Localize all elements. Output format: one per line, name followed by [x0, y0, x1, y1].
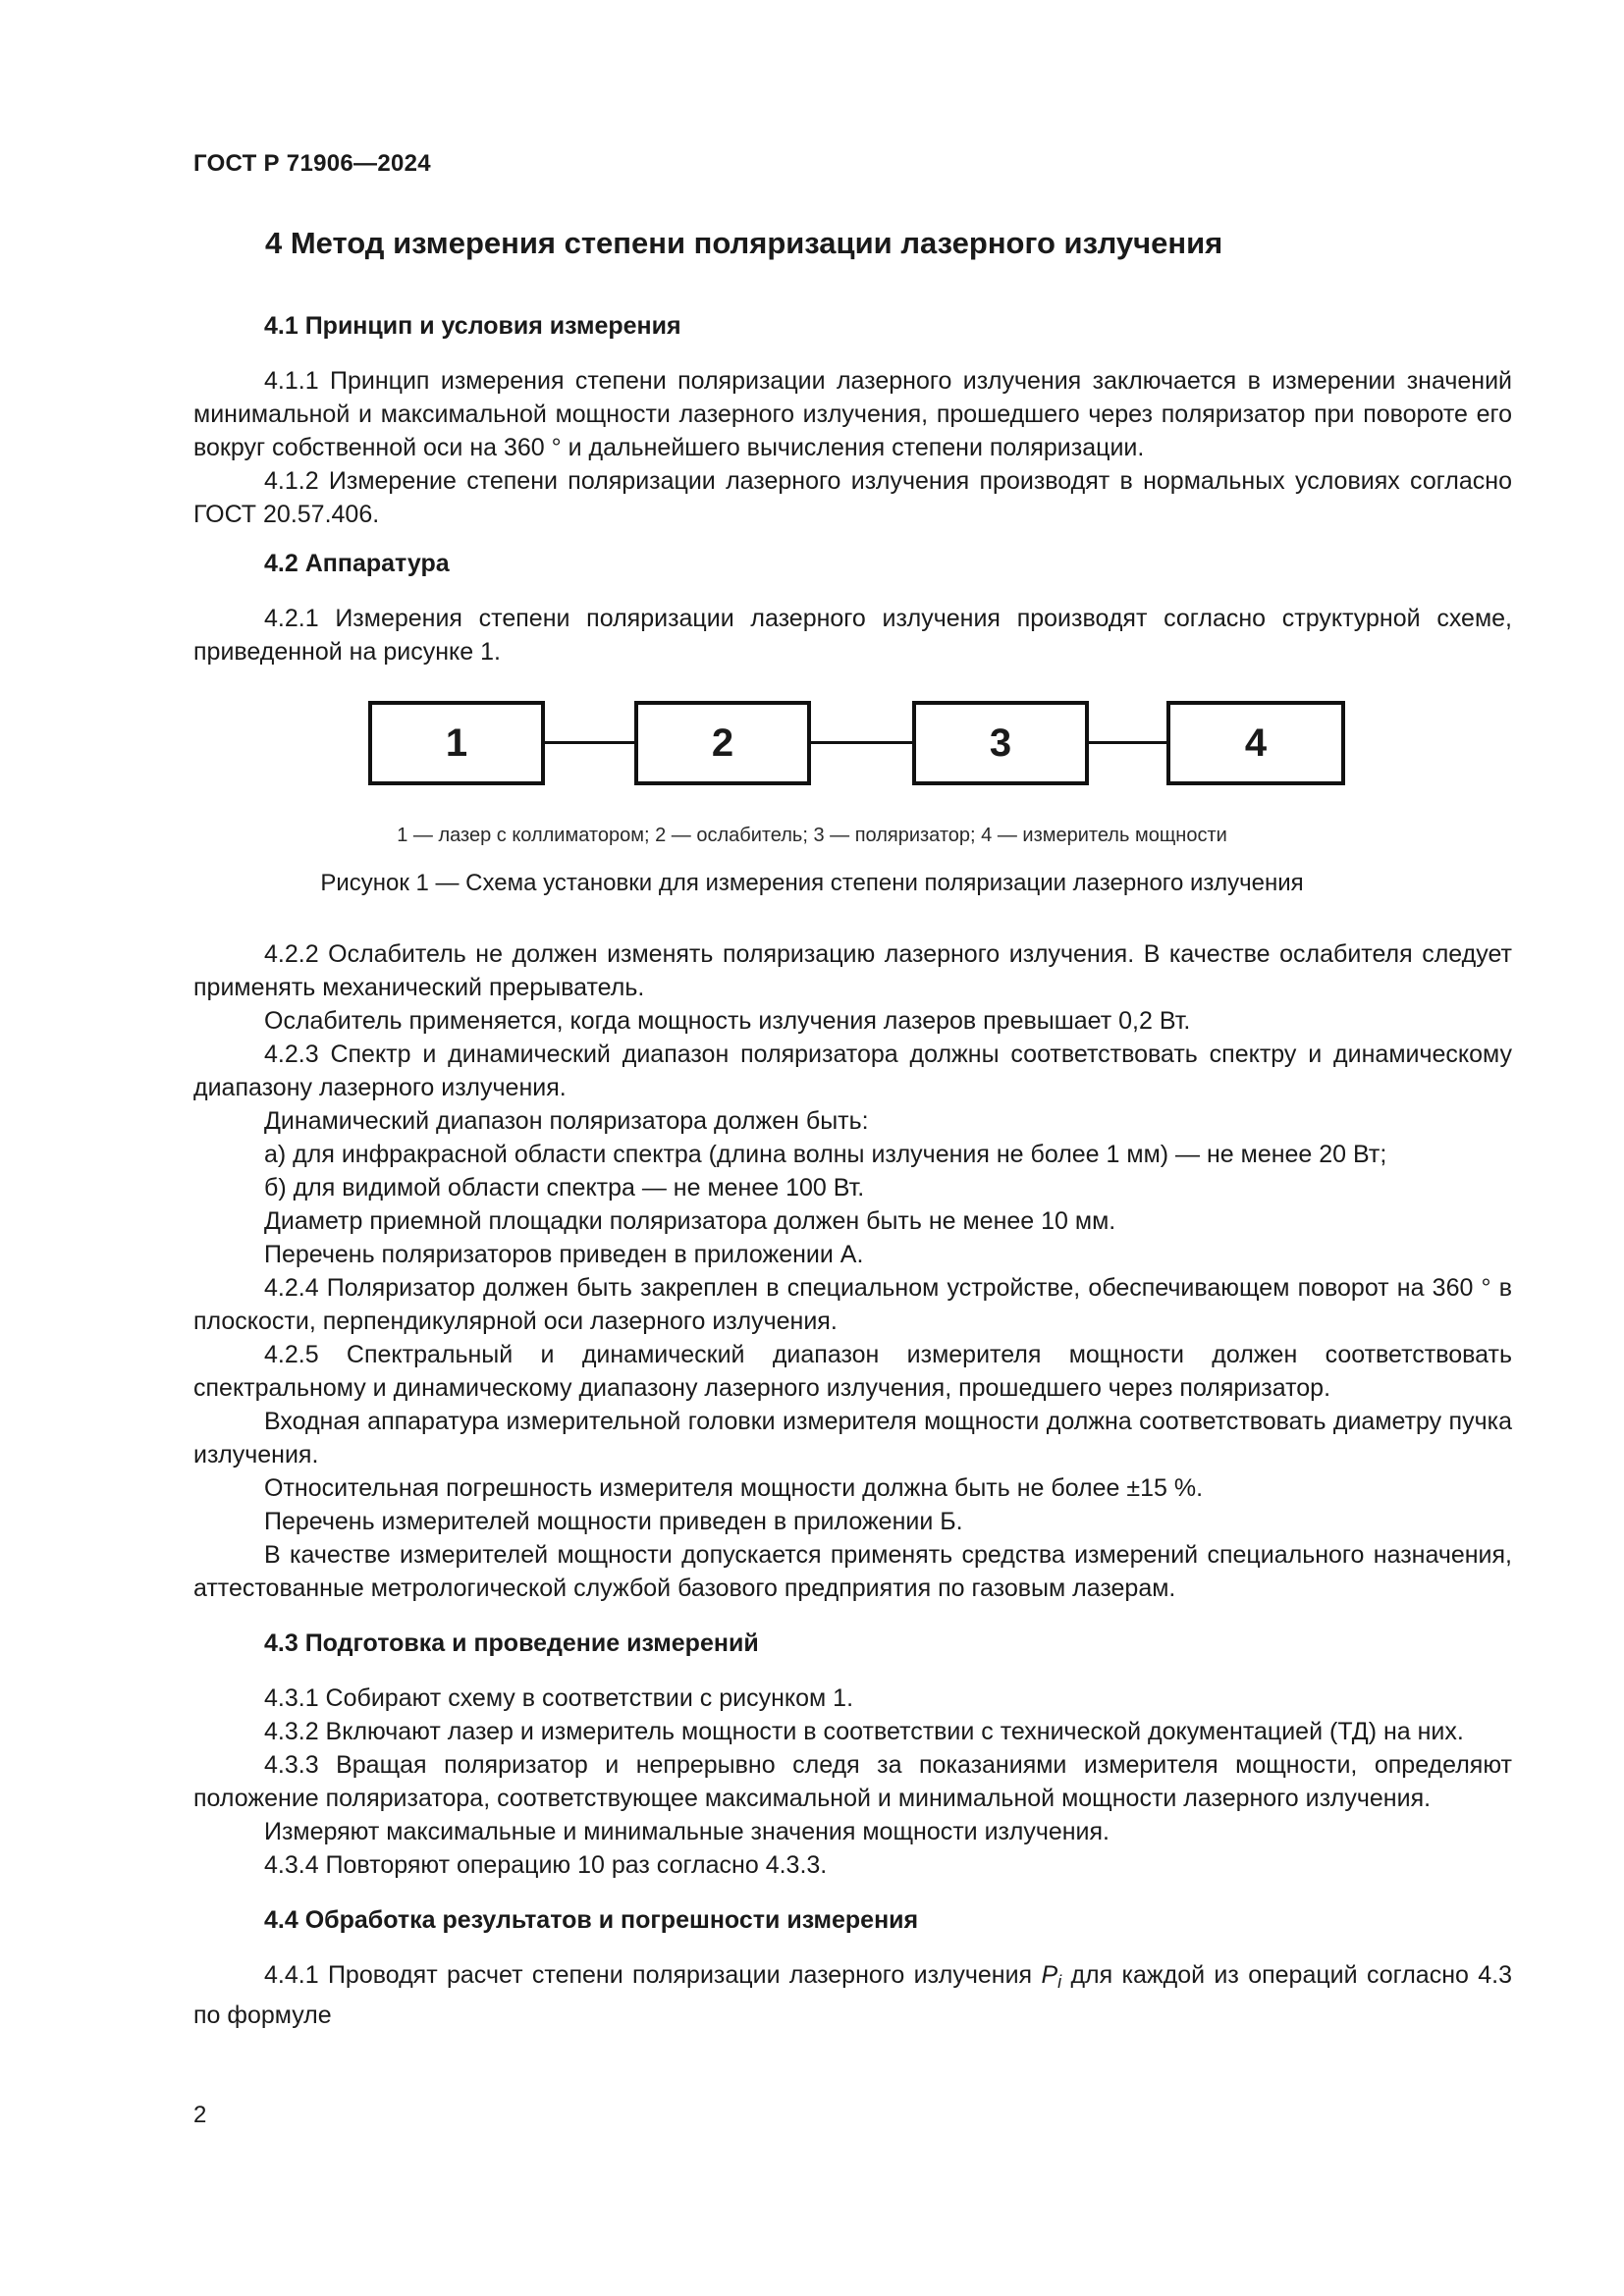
subsection-heading-4-2: 4.2 Аппаратура	[264, 550, 450, 577]
paragraph-input-equipment: Входная аппаратура измерительной головки измерителя мощности должна соответствовать диаметру пучка излучения.	[193, 1408, 1512, 1468]
diagram-box-polarizer: 3	[912, 701, 1089, 785]
subsection-heading-4-1: 4.1 Принцип и условия измерения	[264, 312, 681, 340]
subsection-heading-4-4: 4.4 Обработка результатов и погрешности измерения	[264, 1906, 919, 1934]
section-4-1-block	[193, 309, 1512, 531]
paragraph-polarizer-list: Перечень поляризаторов приведен в приложении А.	[264, 1241, 864, 1268]
diagram-box-power-meter: 4	[1166, 701, 1345, 785]
diagram-connector-2-3	[811, 741, 912, 744]
paragraph-4-2-4: 4.2.4 Поляризатор должен быть закреплен в специальном устройстве, обеспечивающем поворот на 360 ° в плоскости, перпендикулярной оси лазерного излучения.	[193, 1274, 1512, 1335]
document-header: ГОСТ Р 71906—2024	[193, 150, 431, 177]
paragraph-4-3-2: 4.3.2 Включают лазер и измеритель мощности в соответствии с технической документацией (ТД) на них.	[264, 1718, 1464, 1745]
page-number: 2	[193, 2102, 207, 2128]
section-4-2-body-block	[193, 937, 1512, 2032]
paragraph-4-2-2: 4.2.2 Ослабитель не должен изменять поляризацию лазерного излучения. В качестве ослабителя следует применять механический прерыватель.	[193, 940, 1512, 1001]
paragraph-4-1-1: 4.1.1 Принцип измерения степени поляризации лазерного излучения заключается в измерении значений минимальной и максимальной мощности лазерного излучения, прошедшего через поляризатор при повороте его вокруг собственной оси на 360 ° и дальнейшего вычисления степени поляризации.	[193, 367, 1512, 461]
paragraph-4-2-1: 4.2.1 Измерения степени поляризации лазерного излучения производят согласно структурной схеме, приведенной на рисунке 1.	[193, 605, 1512, 666]
diagram-box-attenuator: 2	[634, 701, 811, 785]
diagram-connector-3-4	[1089, 741, 1166, 744]
paragraph-4-1-2: 4.1.2 Измерение степени поляризации лазерного излучения производят в нормальных условиях согласно ГОСТ 20.57.406.	[193, 467, 1512, 528]
paragraph-measure-values: Измеряют максимальные и минимальные значения мощности излучения.	[264, 1818, 1110, 1845]
variable-p-subscript: i	[1057, 1972, 1062, 1992]
setup-block-diagram	[368, 701, 1345, 785]
list-item-infrared: а) для инфракрасной области спектра (длина волны излучения не более 1 мм) — не менее 20 Вт;	[264, 1141, 1387, 1168]
section-4-2-intro-block	[193, 547, 1512, 668]
paragraph-special-instruments: В качестве измерителей мощности допускается применять средства измерений специального назначения, аттестованные метрологической службой базового предприятия по газовым лазерам.	[193, 1541, 1512, 1602]
diagram-connector-1-2	[545, 741, 634, 744]
subsection-heading-4-3: 4.3 Подготовка и проведение измерений	[264, 1629, 759, 1657]
diagram-box-laser: 1	[368, 701, 545, 785]
figure-caption: Рисунок 1 — Схема установки для измерения степени поляризации лазерного излучения	[320, 870, 1304, 896]
paragraph-dynamic-range-intro: Динамический диапазон поляризатора должен быть:	[264, 1107, 869, 1135]
figure-legend: 1 — лазер с коллиматором; 2 — ослабитель; 3 — поляризатор; 4 — измеритель мощности	[397, 825, 1227, 846]
paragraph-4-3-1: 4.3.1 Собирают схему в соответствии с рисунком 1.	[264, 1684, 854, 1712]
paragraph-4-4-1-start: 4.4.1 Проводят расчет степени поляризации лазерного излучения	[264, 1961, 1042, 1989]
paragraph-4-2-3: 4.2.3 Спектр и динамический диапазон поляризатора должны соответствовать спектру и динамическому диапазону лазерного излучения.	[193, 1041, 1512, 1101]
paragraph-4-3-3: 4.3.3 Вращая поляризатор и непрерывно следя за показаниями измерителя мощности, определяют положение поляризатора, соответствующее максимальной и минимальной мощности лазерного излучения.	[193, 1751, 1512, 1812]
paragraph-4-4-1	[193, 1958, 1512, 2032]
paragraph-relative-error: Относительная погрешность измерителя мощности должна быть не более ±15 %.	[264, 1474, 1204, 1502]
list-item-visible: б) для видимой области спектра — не менее 100 Вт.	[264, 1174, 865, 1201]
paragraph-attenuator-usage: Ослабитель применяется, когда мощность излучения лазеров превышает 0,2 Вт.	[264, 1007, 1191, 1035]
paragraph-4-4-1-end: для каждой из операций согласно 4.3 по формуле	[193, 1961, 1512, 2029]
paragraph-4-3-4: 4.3.4 Повторяют операцию 10 раз согласно 4.3.3.	[264, 1851, 828, 1879]
paragraph-4-2-5: 4.2.5 Спектральный и динамический диапазон измерителя мощности должен соответствовать спектральному и динамическому диапазону лазерного излучения, прошедшего через поляризатор.	[193, 1341, 1512, 1402]
variable-p: P	[1041, 1961, 1058, 1989]
paragraph-meter-list: Перечень измерителей мощности приведен в приложении Б.	[264, 1508, 963, 1535]
section-title: 4 Метод измерения степени поляризации лазерного излучения	[265, 226, 1223, 260]
paragraph-receiver-diameter: Диаметр приемной площадки поляризатора должен быть не менее 10 мм.	[264, 1207, 1116, 1235]
